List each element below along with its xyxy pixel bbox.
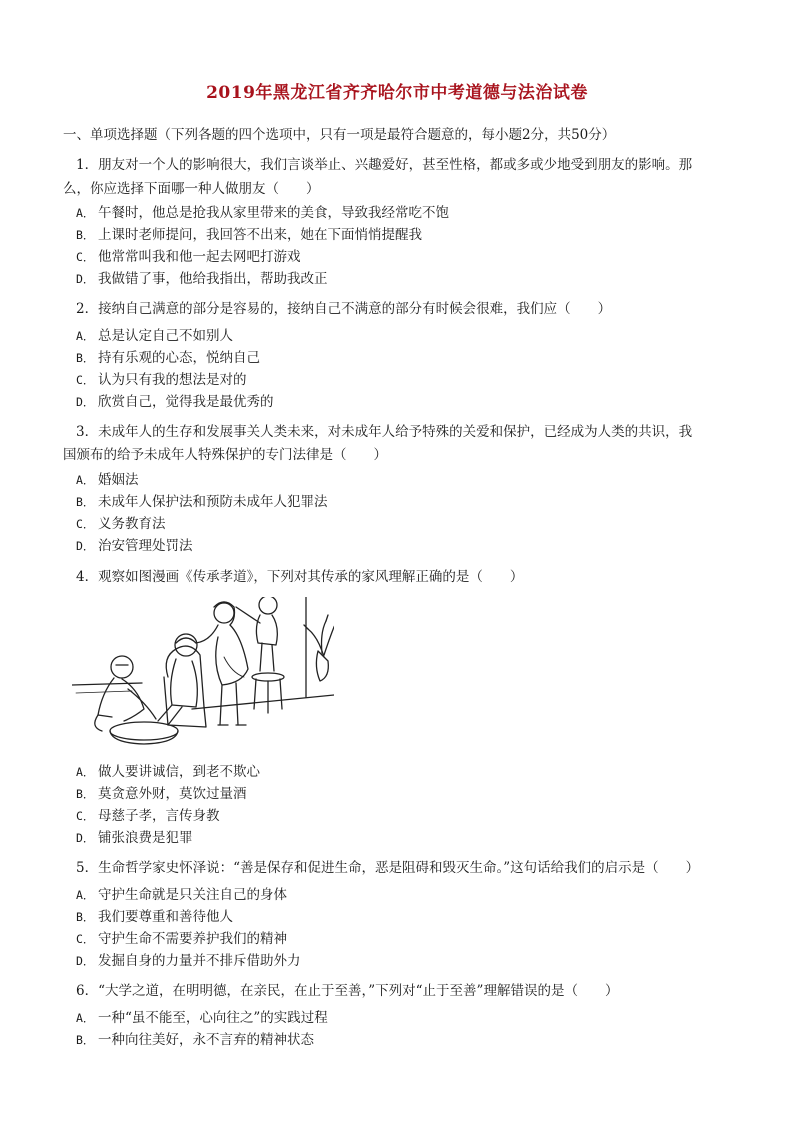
section-heading: 一、单项选择题（下列各题的四个选项中，只有一项是最符合题意的，每小题2分，共50分） [63,127,616,143]
question-4-option-d: D． 铺张浪费是犯罪 [76,830,193,846]
question-3-stem-line-2: 国颁布的给予未成年人特殊保护的专门法律是（ ） [63,447,387,463]
question-1-option-d: D． 我做错了事，他给我指出，帮助我改正 [76,271,328,287]
question-3-option-a: A． 婚姻法 [76,472,139,488]
question-1-option-c: C． 他常常叫我和他一起去网吧打游戏 [76,249,301,265]
question-1-option-a: A． 午餐时，他总是抢我从家里带来的美食，导致我经常吃不饱 [76,205,449,221]
question-6-option-b: B． 一种向往美好，永不言弃的精神状态 [76,1032,314,1048]
question-2-option-a: A． 总是认定自己不如别人 [76,328,233,344]
question-4-option-c: C． 母慈子孝，言传身教 [76,808,220,824]
question-3-option-c: C． 义务教育法 [76,516,166,532]
question-5-option-b: B． 我们要尊重和善待他人 [76,909,233,925]
question-1-option-b: B． 上课时老师提问，我回答不出来，她在下面悄悄提醒我 [76,227,422,243]
question-3-option-d: D． 治安管理处罚法 [76,538,193,554]
question-4-option-b: B． 莫贪意外财，莫饮过量酒 [76,786,247,802]
question-3-stem-line-1: 3．未成年人的生存和发展事关人类未来，对未成年人给予特殊的关爱和保护，已经成为人类的共识，我 [76,424,693,440]
question-2-option-b: B． 持有乐观的心态，悦纳自己 [76,350,260,366]
question-5-stem: 5．生命哲学家史怀泽说：“善是保存和促进生命，恶是阻碍和毁灭生命。”这句话给我们的启示是（ ） [76,860,700,876]
question-3-option-b: B． 未成年人保护法和预防未成年人犯罪法 [76,494,328,510]
question-5-option-d: D． 发掘自身的力量并不排斥借助外力 [76,953,301,969]
question-4-stem: 4．观察如图漫画《传承孝道》，下列对其传承的家风理解正确的是（ ） [76,569,524,585]
exam-title: 2019年黑龙江省齐齐哈尔市中考道德与法治试卷 [206,83,588,103]
question-2-option-c: C． 认为只有我的想法是对的 [76,372,247,388]
question-2-stem: 2．接纳自己满意的部分是容易的，接纳自己不满意的部分有时候会很难，我们应（ ） [76,301,612,317]
question-4-option-a: A． 做人要讲诚信，到老不欺心 [76,764,260,780]
question-6-option-a: A． 一种“虽不能至，心向往之”的实践过程 [76,1010,328,1026]
question-5-option-c: C． 守护生命不需要养护我们的精神 [76,931,287,947]
question-5-option-a: A． 守护生命就是只关注自己的身体 [76,887,287,903]
question-6-stem: 6．“大学之道，在明明德，在亲民，在止于至善，”下列对“止于至善”理解错误的是（ ） [76,983,619,999]
question-1-stem-line-2: 么，你应选择下面哪一种人做朋友（ ） [63,181,320,197]
filial-piety-cartoon-image [72,597,334,747]
question-1-stem-line-1: 1．朋友对一个人的影响很大，我们言谈举止、兴趣爱好，甚至性格，都或多或少地受到朋友的影响。那 [76,157,693,173]
question-2-option-d: D． 欣赏自己，觉得我是最优秀的 [76,394,274,410]
